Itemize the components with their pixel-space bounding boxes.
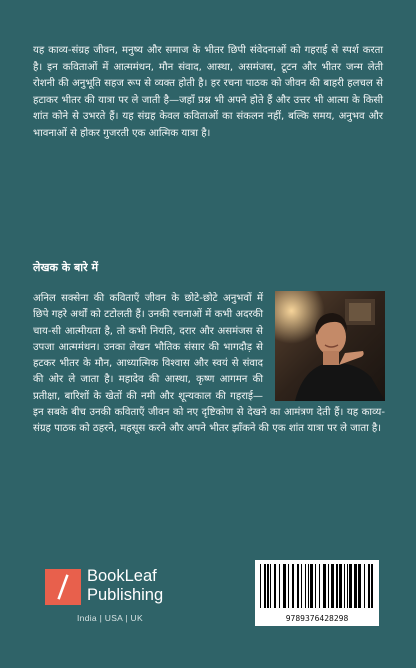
publisher-name-line1: BookLeaf (87, 567, 157, 585)
publisher-regions: India | USA | UK (77, 613, 143, 623)
about-author-section (33, 291, 385, 438)
publisher-name-line2: Publishing (87, 586, 164, 604)
author-photo (275, 291, 385, 401)
publisher-name (87, 567, 163, 605)
isbn-barcode (255, 560, 379, 626)
book-blurb: यह काव्य-संग्रह जीवन, मनुष्य और समाज के भीतर छिपी संवेदनाओं को गहराई से स्पर्श करता है। इन कविताओं में आत्ममंथन, मौन संवाद, आस्था, असमंजस, टूटन और भीतर जन्म लेती रोशनी की अनुभूति सहज रूप से व्यक्त होती है। हर रचना पाठक को जीवन की बाहरी हलचल से हटाकर भीतर की यात्रा पर ले जाती है—जहाँ प्रश्न भी अपने होते हैं और उत्तर भी आत्मा के किसी शांत कोने से उभरते हैं। यह संग्रह केवल कविताओं का संकलन नहीं, बल्कि समय, अनुभव और भावनाओं से होकर गुजरती एक आत्मिक यात्रा है। (33, 45, 383, 139)
about-author-text: अनिल सक्सेना की कविताएँ जीवन के छोटे-छोटे अनुभवों में छिपे गहरे अर्थों को टटोलती हैं। उनकी रचनाओं में कभी अदरकी चाय-सी आत्मीयता है, तो कभी नियति, दरार और असमंजस से उपजा आत्ममंथन। उनका लेखन भौतिक संसार की भागदौड़ से हटकर भीतर के मौन, आध्यात्मिक विश्वास और स्वयं से संवाद की ओर ले जाता है। महादेव की आस्था, कृष्ण आगमन की प्रतीक्षा, बारिशों के खेतों की नमी और शून्यकाल की गहराई—इन सबके बीच उनकी कविताएँ जीवन को नए दृष्टिकोण से देखने का आमंत्रण देती हैं। यह काव्य-संग्रह पाठक को ठहरने, महसूस करने और अपने भीतर झाँकने की एक शांत यात्रा पर ले जाता है। (33, 293, 385, 435)
barcode-bars (255, 560, 379, 614)
isbn-number: 9789376428298 (285, 614, 349, 623)
publisher-logo (45, 567, 205, 627)
about-author-heading: लेखक के बारे में (33, 261, 99, 274)
bookleaf-mark-icon (45, 569, 81, 605)
